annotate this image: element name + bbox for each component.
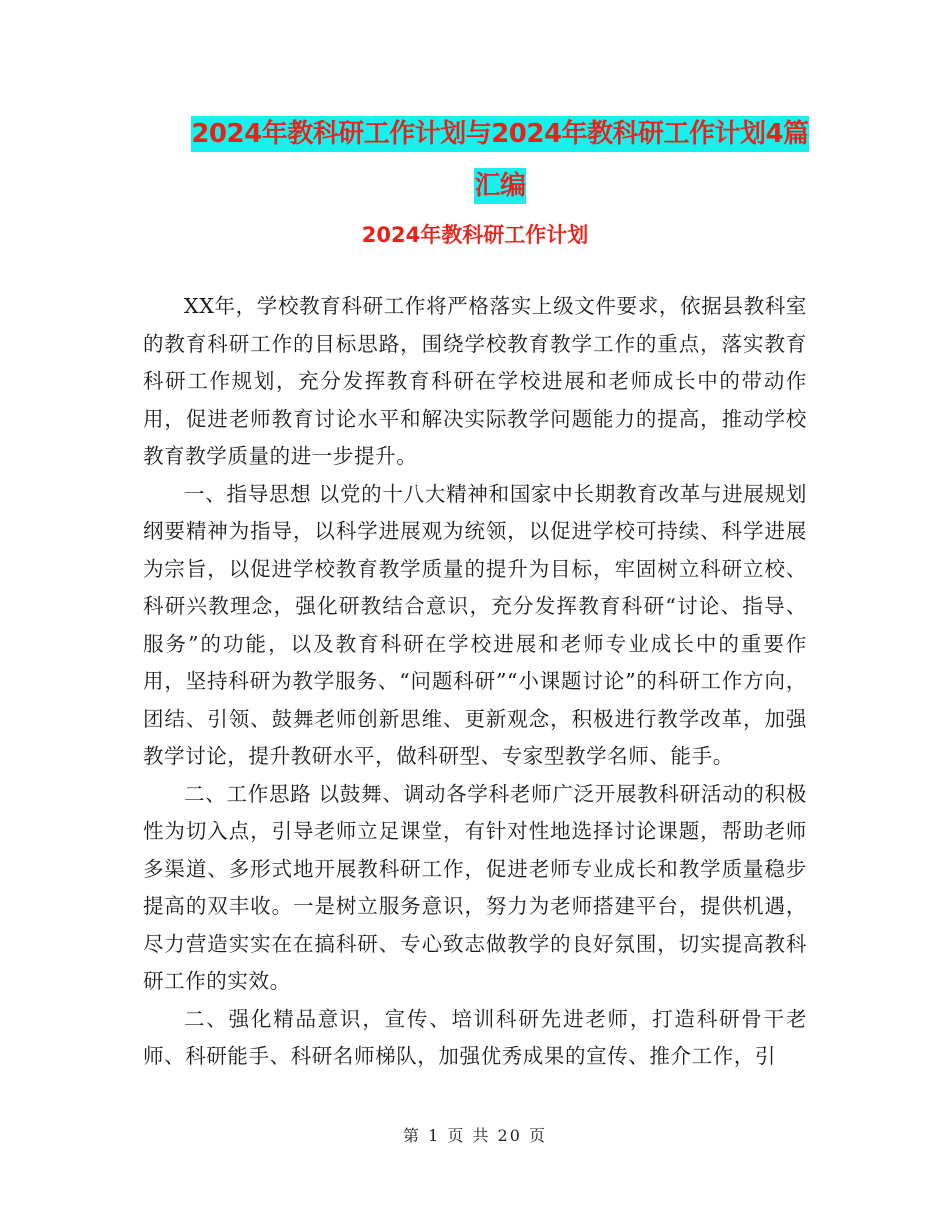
document-body [143, 288, 807, 1076]
document-title [185, 108, 815, 212]
paragraph-work-approach: 二、工作思路 以鼓舞、调动各学科老师广泛开展教科研活动的积极性为切入点，引导老师立足课堂，有针对性地选择讨论课题，帮助老师多渠道、多形式地开展教科研工作，促进老师专业成长和教学质量稳步提高的双丰收。一是树立服务意识，努力为老师搭建平台，提供机遇，尽力营造实实在在搞科研、专心致志做教学的良好氛围，切实提高教科研工作的实效。 [143, 781, 807, 993]
section-title: 2024年教科研工作计划 [361, 223, 589, 247]
paragraph-intro: XX年，学校教育科研工作将严格落实上级文件要求，依据县教科室的教育科研工作的目标思路，围绕学校教育教学工作的重点，落实教育科研工作规划，充分发挥教育科研在学校进展和老师成长中的带动作用，促进老师教育讨论水平和解决实际教学问题能力的提高，推动学校教育教学质量的进一步提升。 [143, 294, 807, 468]
page-number-footer: 第 1 页 共 20 页 [403, 1126, 547, 1145]
document-title-highlight: 2024年教科研工作计划与2024年教科研工作计划4篇汇编 [191, 116, 808, 204]
paragraph-quality-awareness: 二、强化精品意识，宣传、培训科研先进老师，打造科研骨干老师、科研能手、科研名师梯队，加强优秀成果的宣传、推介工作，引 [143, 1006, 807, 1068]
paragraph-guiding-ideology: 一、指导思想 以党的十八大精神和国家中长期教育改革与进展规划纲要精神为指导，以科学进展观为统领，以促进学校可持续、科学进展为宗旨，以促进学校教育教学质量的提升为目标，牢固树立科研立校、科研兴教理念，强化研教结合意识，充分发挥教育科研“讨论、指导、服务”的功能，以及教育科研在学校进展和老师专业成长中的重要作用，坚持科研为教学服务、“问题科研”“小课题讨论”的科研工作方向，团结、引领、鼓舞老师创新思维、更新观念，积极进行教学改革，加强教学讨论，提升教研水平，做科研型、专家型教学名师、能手。 [143, 481, 807, 768]
